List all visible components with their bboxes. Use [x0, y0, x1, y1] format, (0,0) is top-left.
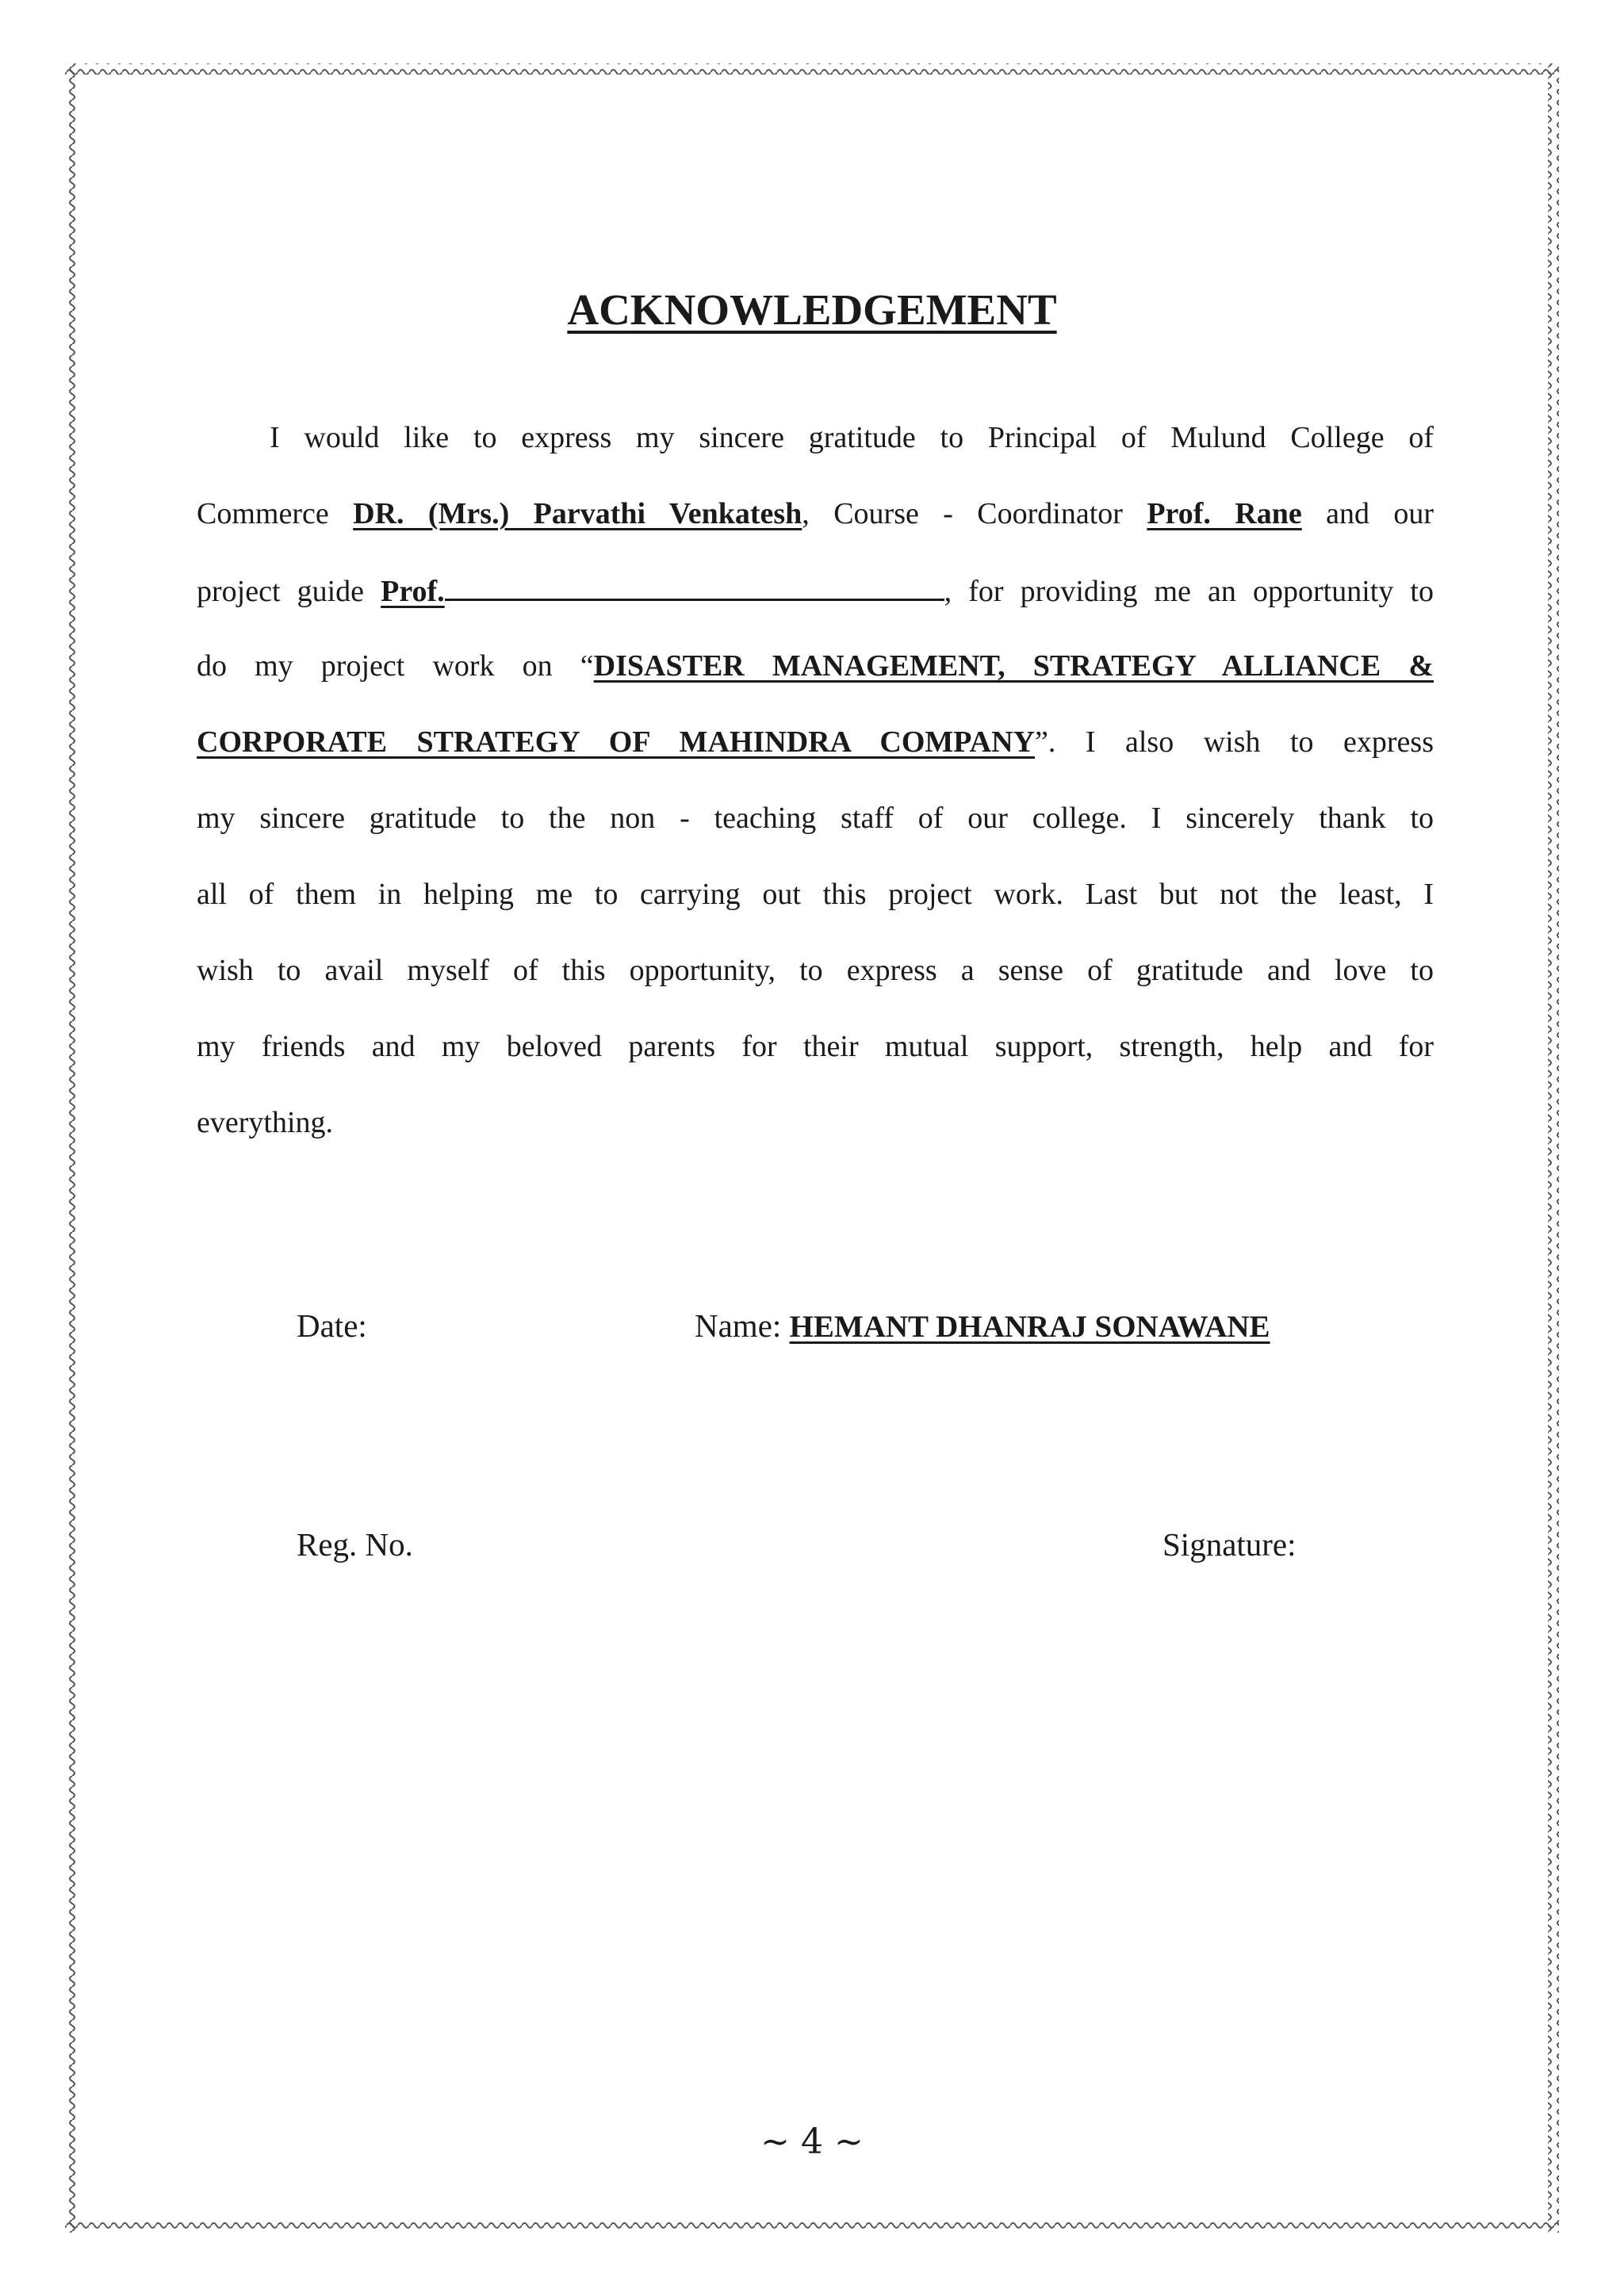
coordinator-name: Prof. Rane: [1147, 497, 1302, 530]
name-field: Name: HEMANT DHANRAJ SONAWANE: [695, 1307, 1270, 1344]
guide-name: Prof.: [381, 575, 445, 608]
paragraph-line: project guide Prof. , for providing me an opportunity to: [197, 575, 1434, 608]
principal-name: DR. (Mrs.) Parvathi Venkatesh: [353, 497, 802, 530]
paragraph-line: Commerce DR. (Mrs.) Parvathi Venkatesh, Course - Coordinator Prof. Rane and our: [197, 497, 1434, 530]
paragraph-line: I would like to express my sincere gratitude to Principal of Mulund College of: [270, 421, 1434, 454]
student-name: HEMANT DHANRAJ SONAWANE: [789, 1310, 1270, 1344]
signature-label: Signature:: [1162, 1526, 1297, 1563]
page-title: ACKNOWLEDGEMENT: [567, 285, 1057, 334]
paragraph-line: wish to avail myself of this opportunity, to express a sense of gratitude and love to: [197, 954, 1434, 987]
date-label: Date:: [297, 1307, 367, 1344]
paragraph-line: my friends and my beloved parents for their mutual support, strength, help and for: [197, 1030, 1434, 1063]
paragraph-line: CORPORATE STRATEGY OF MAHINDRA COMPANY”. I also wish to express: [197, 725, 1434, 759]
paragraph-line: all of them in helping me to carrying out this project work. Last but not the least, I: [197, 878, 1434, 911]
reg-no-label: Reg. No.: [297, 1526, 413, 1563]
paragraph-line: my sincere gratitude to the non - teaching staff of our college. I sincerely thank to: [197, 802, 1434, 835]
page-number: ~ 4 ~: [760, 2122, 864, 2162]
guide-blank-line: [445, 575, 944, 601]
project-title: DISASTER MANAGEMENT, STRATEGY ALLIANCE &: [593, 649, 1434, 683]
paragraph-line: everything.: [197, 1106, 334, 1139]
paragraph-line: do my project work on “DISASTER MANAGEMENT, STRATEGY ALLIANCE &: [197, 649, 1434, 683]
project-title: CORPORATE STRATEGY OF MAHINDRA COMPANY: [197, 725, 1036, 759]
